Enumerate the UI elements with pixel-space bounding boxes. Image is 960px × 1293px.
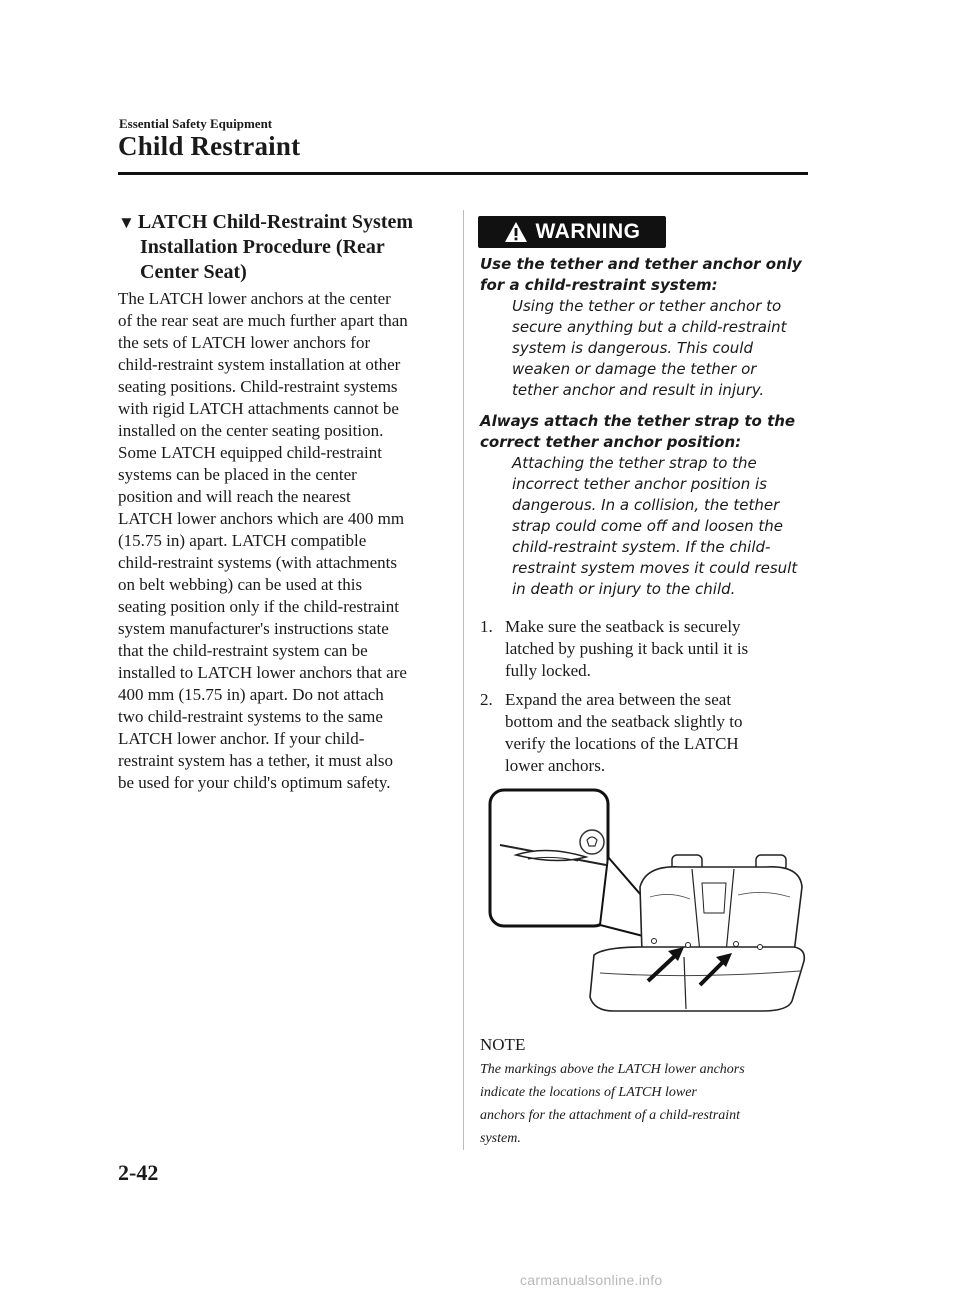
watermark[interactable]: carmanualsonline.info [520, 1272, 663, 1288]
step-number: 1. [480, 617, 493, 636]
heading-line-2: Installation Procedure (Rear [140, 236, 385, 258]
warning-badge [478, 216, 666, 248]
heading-line-1: LATCH Child-Restraint System [137, 211, 414, 233]
step-text: Make sure the seatback is securely latched by pushing it back until it is fully locked. [505, 617, 749, 680]
page-title: Child Restraint [118, 131, 301, 161]
step-number: 2. [480, 690, 493, 709]
warning-item-text: Attaching the tether strap to the incorrect tether anchor position is dangerous. In a collision, the tether strap could come off and loosen the child-restraint system. If the child- restraint system moves it could result in death or injury to the child. [512, 454, 798, 598]
latch-anchor-illustration [488, 787, 806, 1017]
warning-item-heading: Always attach the tether strap to the correct tether anchor position: [480, 412, 796, 451]
warning-icon [504, 221, 528, 243]
latch-marking-icon [580, 830, 604, 854]
warning-item [480, 254, 810, 401]
warning-label: WARNING [535, 220, 641, 243]
step-item [480, 616, 810, 682]
note-text: The markings above the LATCH lower anchors indicate the locations of LATCH lower anchors for the attachment of a child-restraint system. [480, 1062, 745, 1146]
section-heading [118, 210, 448, 285]
title-rule [118, 172, 808, 175]
warning-item-text: Using the tether or tether anchor to secure anything but a child-restraint system is dangerous. This could weaken or damage the tether or tether anchor and result in injury. [512, 297, 787, 399]
page-number: 2-42 [118, 1160, 159, 1185]
note-label: NOTE [480, 1035, 526, 1054]
body-paragraph: The LATCH lower anchors at the center of the rear seat are much further apart than the sets of LATCH lower anchors for child-restraint system installation at other seating positions. Child-restraint systems with rigid LATCH attachments cannot be installed on the center seating position. Some LATCH equipped child-restraint systems can be placed in the center position and will reach the nearest LATCH lower anchors which are 400 mm (15.75 in) apart. LATCH compatible child-restraint systems (with attachments on belt webbing) can be used at this seating position only if the child-restraint system manufacturer's instructions state that the child-restraint system can be installed to LATCH lower anchors that are 400 mm (15.75 in) apart. Do not attach two child-restraint systems to the same LATCH lower anchor. If your child- restraint system has a tether, it must also be used for your child's optimum safety. [118, 289, 408, 792]
column-divider [463, 210, 464, 1150]
section-label: Essential Safety Equipment [119, 116, 273, 131]
step-text: Expand the area between the seat bottom and the seatback slightly to verify the locations of the LATCH lower anchors. [505, 690, 743, 775]
warning-item-heading: Use the tether and tether anchor only for a child-restraint system: [480, 255, 802, 294]
warning-item [480, 411, 810, 600]
triangle-marker-icon: ▼ [118, 213, 135, 232]
step-item [480, 689, 810, 777]
heading-line-3: Center Seat) [140, 261, 247, 283]
